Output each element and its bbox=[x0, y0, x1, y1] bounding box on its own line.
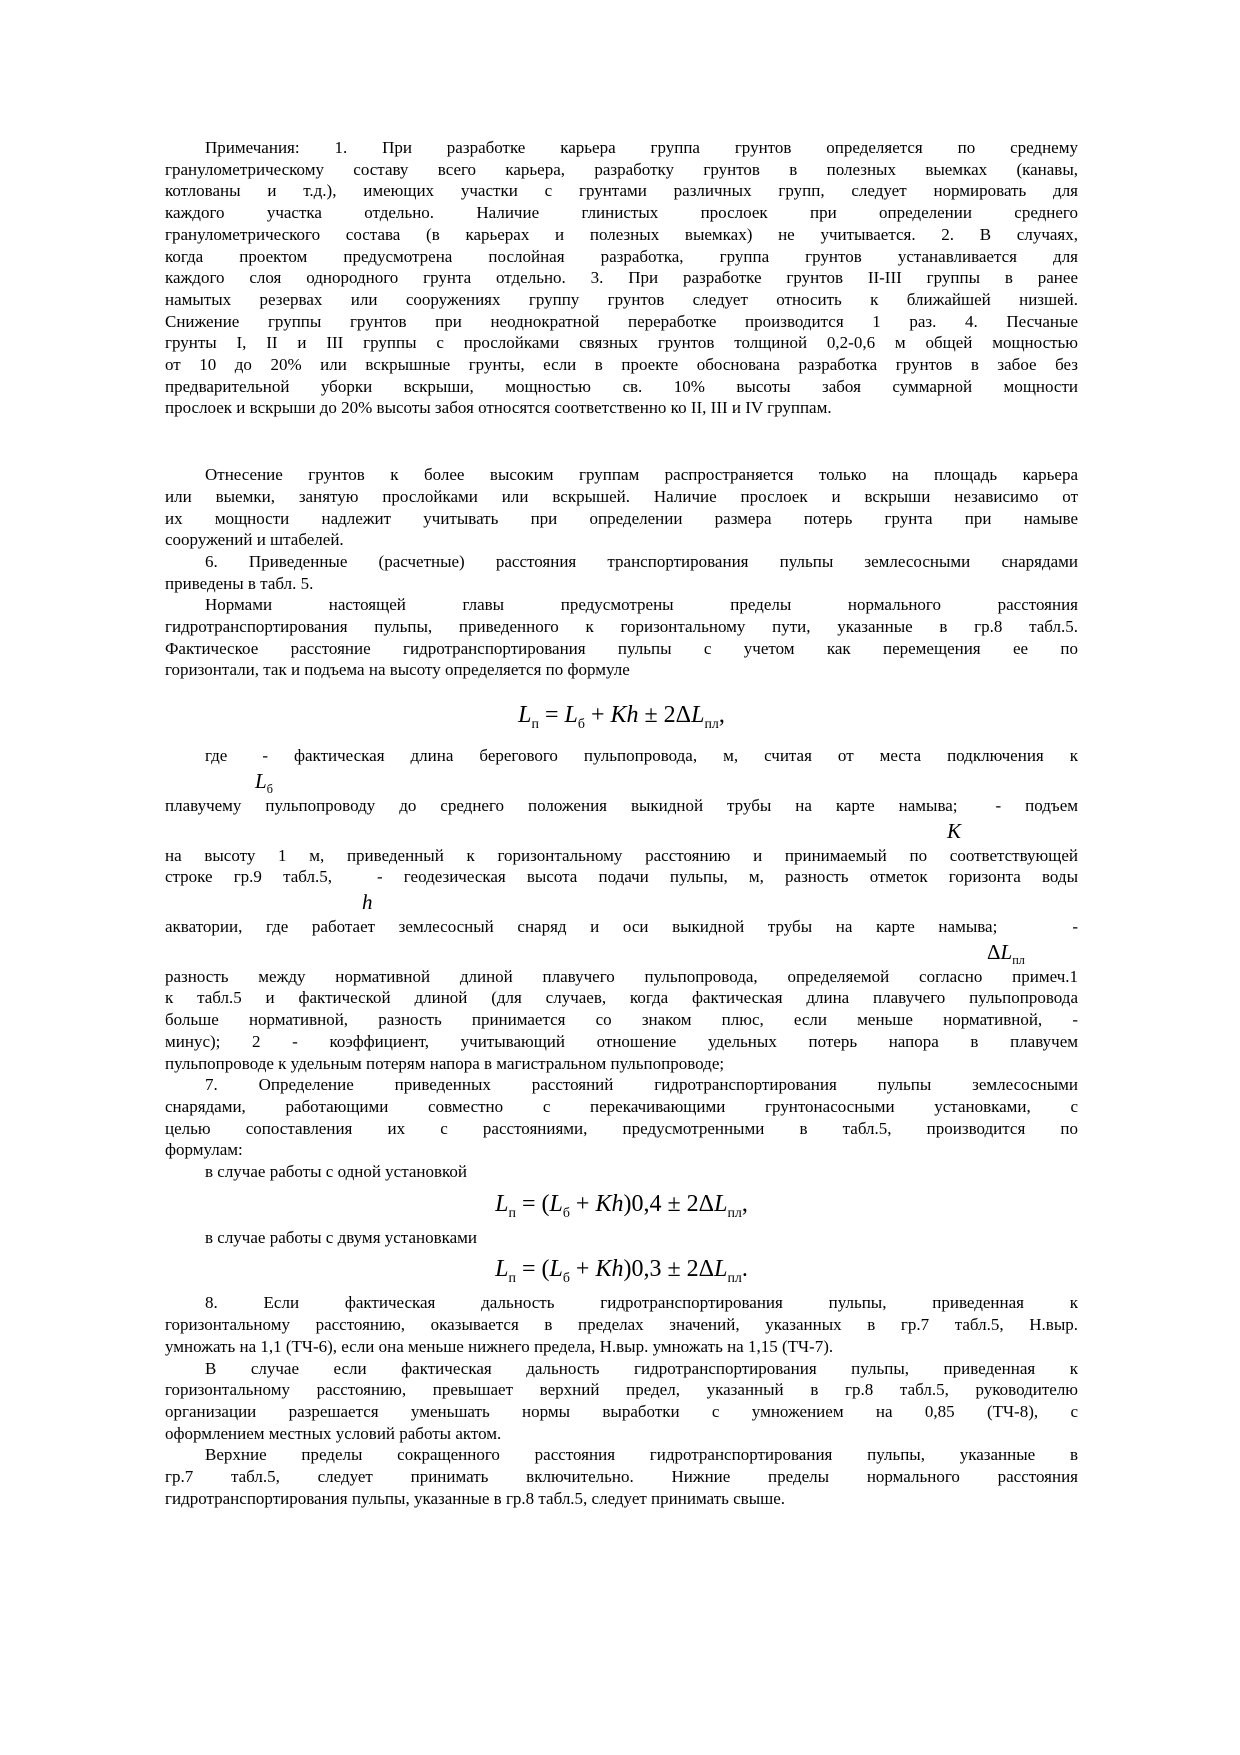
text-line bbox=[165, 795, 1078, 817]
item-6-paragraph bbox=[165, 551, 1078, 594]
text-line bbox=[165, 1074, 1078, 1096]
formula-text: + bbox=[584, 702, 611, 729]
text-segment: каждого участка отдельно. Наличие глинистых прослоек при определении среднего bbox=[165, 203, 1078, 223]
text-segment: горизонтали, так и подъема на высоту определяется по формуле bbox=[165, 660, 630, 680]
text-segment: организации разрешается уменьшать нормы выработки с умножением на 0,85 (ТЧ-8), с bbox=[165, 1401, 1078, 1421]
formula-variable: Kh bbox=[595, 1256, 624, 1283]
symbol-h bbox=[165, 888, 1078, 916]
formula-variable: L bbox=[255, 768, 267, 793]
formula-text: + bbox=[569, 1256, 596, 1283]
where-definition-K bbox=[165, 795, 1078, 817]
formula-variable: L bbox=[549, 1190, 563, 1217]
case-two-units-label bbox=[165, 1227, 1078, 1249]
text-segment: оформлением местных условий работы актом. bbox=[165, 1423, 502, 1443]
text-segment: гранулометрическому составу всего карьера, разработку грунтов в полезных выемках (канавы, bbox=[165, 159, 1078, 179]
formula-text: Δ bbox=[987, 939, 1001, 964]
text-line bbox=[165, 1314, 1078, 1336]
formula-subscript: б bbox=[562, 1205, 570, 1221]
formula-text: )0,3 ± 2Δ bbox=[623, 1256, 715, 1283]
text-line bbox=[165, 508, 1078, 530]
formula-gap bbox=[227, 760, 262, 761]
item-7-paragraph bbox=[165, 1074, 1078, 1161]
formula-variable: L bbox=[564, 702, 578, 729]
text-segment: умножать на 1,1 (ТЧ-6), если она меньше нижнего предела, Н.выр. умножать на 1,15 (ТЧ-7). bbox=[165, 1336, 834, 1356]
text-line bbox=[165, 573, 1078, 595]
symbol-L-b bbox=[165, 767, 1078, 795]
formula-subscript: пл bbox=[727, 1271, 742, 1287]
formula-subscript: пл bbox=[1012, 952, 1025, 967]
formula-variable: Kh bbox=[595, 1190, 624, 1217]
text-line bbox=[165, 1227, 1078, 1249]
text-segment: каждого слоя однородного грунта отдельно. 3. При разработке грунтов II-III группы в ранее bbox=[165, 268, 1078, 288]
text-line bbox=[165, 1401, 1078, 1423]
text-line bbox=[165, 1488, 1078, 1510]
text-line bbox=[165, 224, 1078, 246]
text-line bbox=[165, 1031, 1078, 1053]
text-segment: предварительной уборки вскрыши, мощностью св. 10% высоты забоя суммарной мощности bbox=[165, 376, 1078, 396]
text-segment: - подъем bbox=[995, 795, 1079, 815]
text-line bbox=[165, 745, 1078, 767]
symbol-K bbox=[165, 817, 1078, 845]
text-segment: к табл.5 и фактической длиной (для случаев, когда фактическая длина плавучего пульпопровода bbox=[165, 988, 1078, 1008]
text-line bbox=[165, 1444, 1078, 1466]
item-8-paragraph bbox=[165, 1292, 1078, 1357]
notes-paragraph bbox=[165, 137, 1078, 419]
text-segment: Верхние пределы сокращенного расстояния гидротранспортирования пульпы, указанные в bbox=[205, 1445, 1078, 1465]
text-line bbox=[165, 1379, 1078, 1401]
text-segment: Снижение группы грунтов при неоднократной переработке производится 1 раз. 4. Песчаные bbox=[165, 311, 1078, 331]
text-segment: котлованы и т.д.), имеющих участки с грунтами различных групп, следует нормировать для bbox=[165, 181, 1078, 201]
text-segment: намытых резервах или сооружениях группу грунтов следует относить к ближайшей низшей. bbox=[165, 289, 1078, 309]
text-segment: на высоту 1 м, приведенный к горизонтальному расстоянию и принимаемый по соответствующей bbox=[165, 845, 1078, 865]
text-segment: 7. Определение приведенных расстояний гидротранспортирования пульпы землесосными bbox=[205, 1075, 1078, 1095]
text-segment: где bbox=[205, 746, 228, 766]
text-segment: разность между нормативной длиной плавучего пульпопровода, определяемой согласно примеч.1 bbox=[165, 966, 1078, 986]
formula-text: = ( bbox=[515, 1256, 550, 1283]
text-segment: пульпопроводе к удельным потерям напора в магистральном пульпопроводе; bbox=[165, 1053, 725, 1073]
text-segment: Фактическое расстояние гидротранспортирования пульпы с учетом как перемещения ее по bbox=[165, 638, 1078, 658]
text-line bbox=[165, 1358, 1078, 1380]
text-line bbox=[165, 594, 1078, 616]
where-definition-Lb bbox=[165, 745, 1078, 767]
formula-subscript: б bbox=[266, 782, 273, 797]
formula-variable: L bbox=[1000, 939, 1013, 964]
text-segment: когда проектом предусмотрена послойная разработка, группа грунтов устанавливается для bbox=[165, 246, 1078, 266]
text-line bbox=[165, 1466, 1078, 1488]
formula-subscript: п bbox=[531, 716, 539, 732]
text-segment: их мощности надлежит учитывать при определении размера потерь грунта при намыве bbox=[165, 508, 1078, 528]
text-line bbox=[165, 866, 1078, 888]
where-definition-delta-L bbox=[165, 916, 1078, 938]
formula-subscript: п bbox=[508, 1271, 516, 1287]
text-line bbox=[165, 616, 1078, 638]
text-line bbox=[165, 354, 1078, 376]
formula-text: , bbox=[718, 702, 725, 729]
formula-variable: L bbox=[714, 1190, 728, 1217]
limits-paragraph bbox=[165, 1444, 1078, 1509]
case-one-unit-label bbox=[165, 1161, 1078, 1183]
text-segment: горизонтальному расстоянию, оказывается в пределах значений, указанных в гр.7 табл.5, Н.выр. bbox=[165, 1315, 1078, 1335]
text-line bbox=[165, 966, 1078, 988]
symbol-delta-L-pl bbox=[165, 938, 1078, 966]
norms-paragraph bbox=[165, 594, 1078, 681]
formula-subscript: п bbox=[508, 1205, 516, 1221]
text-line bbox=[165, 916, 1078, 938]
text-segment: Примечания: 1. При разработке карьера группа грунтов определяется по среднему bbox=[205, 138, 1078, 157]
formula-variable: h bbox=[362, 889, 373, 914]
text-line bbox=[165, 464, 1078, 486]
text-line bbox=[165, 1292, 1078, 1314]
text-line bbox=[165, 486, 1078, 508]
text-segment: снарядами, работающими совместно с перекачивающими грунтонасосными установками, с bbox=[165, 1096, 1078, 1116]
formula-text: )0,4 ± 2Δ bbox=[623, 1190, 715, 1217]
text-line bbox=[165, 845, 1078, 867]
formula-variable: Kh bbox=[610, 702, 639, 729]
formula-variable: L bbox=[518, 702, 532, 729]
text-line bbox=[165, 987, 1078, 1009]
text-line bbox=[165, 1053, 1078, 1075]
text-segment: целью сопоставления их с расстояниями, предусмотренными в табл.5, производится по bbox=[165, 1118, 1078, 1138]
text-segment: плавучему пульпопроводу до среднего положения выкидной трубы на карте намыва; bbox=[165, 795, 958, 815]
text-segment: в случае работы с двумя установками bbox=[205, 1227, 478, 1247]
formula-text: , bbox=[741, 1190, 748, 1217]
text-segment: грунты I, II и III группы с прослойками связных грунтов толщиной 0,2-0,6 м общей мощностью bbox=[165, 333, 1078, 353]
soil-groups-paragraph bbox=[165, 464, 1078, 551]
formula-two-units bbox=[165, 1253, 1078, 1285]
text-segment: минус); 2 - коэффициент, учитывающий отношение удельных потерь напора в плавучем bbox=[165, 1031, 1078, 1051]
text-line bbox=[165, 267, 1078, 289]
formula-main bbox=[165, 699, 1078, 731]
text-line bbox=[165, 289, 1078, 311]
text-line bbox=[165, 376, 1078, 398]
text-segment: - геодезическая высота подачи пульпы, м, разность отметок горизонта воды bbox=[376, 867, 1078, 887]
text-line bbox=[165, 551, 1078, 573]
exceed-limit-paragraph bbox=[165, 1358, 1078, 1445]
formula-text: ± 2Δ bbox=[638, 702, 692, 729]
formula-subscript: пл bbox=[704, 716, 719, 732]
text-segment: 8. Если фактическая дальность гидротранспортирования пульпы, приведенная к bbox=[205, 1293, 1078, 1313]
formula-gap bbox=[997, 931, 1072, 932]
text-segment: прослоек и вскрыши до 20% высоты забоя относятся соответственно ко II, III и IV группам. bbox=[165, 398, 832, 418]
text-segment: формулам: bbox=[165, 1140, 243, 1160]
text-line bbox=[165, 1161, 1078, 1183]
text-segment: горизонтальному расстоянию, превышает верхний предел, указанный в гр.8 табл.5, руководителю bbox=[165, 1380, 1078, 1400]
blank-line bbox=[165, 419, 1078, 464]
formula-text: = ( bbox=[515, 1190, 550, 1217]
formula-variable: K bbox=[947, 818, 962, 843]
text-segment: или выемки, занятую прослойками или вскрышей. Наличие прослоек и вскрыши независимо от bbox=[165, 486, 1078, 506]
text-line bbox=[165, 202, 1078, 224]
formula-one-unit bbox=[165, 1188, 1078, 1220]
text-segment: больше нормативной, разность принимается со знаком плюс, если меньше нормативной, - bbox=[165, 1010, 1078, 1030]
text-line bbox=[165, 397, 1078, 419]
text-segment: Отнесение грунтов к более высоким группам распространяется только на площадь карьера bbox=[205, 465, 1078, 485]
formula-gap bbox=[958, 810, 996, 811]
formula-subscript: б bbox=[577, 716, 585, 732]
text-line bbox=[165, 1096, 1078, 1118]
text-segment: акватории, где работает землесосный снаряд и оси выкидной трубы на карте намыва; bbox=[165, 916, 998, 936]
text-segment: - фактическая длина берегового пульпопровода, м, считая от места подключения к bbox=[262, 746, 1078, 766]
text-segment: сооружений и штабелей. bbox=[165, 530, 344, 550]
text-line bbox=[165, 1139, 1078, 1161]
text-segment: гр.7 табл.5, следует принимать включительно. Нижние пределы нормального расстояния bbox=[165, 1467, 1078, 1487]
text-segment: от 10 до 20% или вскрышные грунты, если в проекте обоснована разработка грунтов в забое без bbox=[165, 355, 1078, 375]
text-line bbox=[165, 159, 1078, 181]
text-segment: гидротранспортирования пульпы, приведенного к горизонтальному пути, указанные в гр.8 табл.5. bbox=[165, 617, 1078, 637]
formula-variable: L bbox=[549, 1256, 563, 1283]
formula-variable: L bbox=[495, 1190, 509, 1217]
formula-subscript: пл bbox=[727, 1205, 742, 1221]
text-segment: в случае работы с одной установкой bbox=[205, 1162, 468, 1182]
text-segment: приведены в табл. 5. bbox=[165, 573, 314, 593]
text-segment: 6. Приведенные (расчетные) расстояния транспортирования пульпы землесосными снарядами bbox=[205, 551, 1078, 571]
text-line bbox=[165, 311, 1078, 333]
difference-paragraph bbox=[165, 966, 1078, 1075]
text-line bbox=[165, 246, 1078, 268]
text-segment: Нормами настоящей главы предусмотрены пределы нормального расстояния bbox=[205, 595, 1078, 615]
formula-text: + bbox=[569, 1190, 596, 1217]
text-line bbox=[165, 180, 1078, 202]
formula-variable: L bbox=[714, 1256, 728, 1283]
text-segment: гранулометрического состава (в карьерах и полезных выемках) не учитывается. 2. В случаях, bbox=[165, 224, 1078, 244]
formula-subscript: б bbox=[562, 1271, 570, 1287]
text-line bbox=[165, 1009, 1078, 1031]
text-line bbox=[165, 529, 1078, 551]
text-line bbox=[165, 659, 1078, 681]
text-line bbox=[165, 1423, 1078, 1445]
formula-text: . bbox=[741, 1256, 748, 1283]
formula-variable: L bbox=[495, 1256, 509, 1283]
text-segment: гидротранспортирования пульпы, указанные в гр.8 табл.5, следует принимать свыше. bbox=[165, 1488, 786, 1508]
text-line bbox=[165, 332, 1078, 354]
text-line bbox=[165, 1336, 1078, 1358]
formula-variable: L bbox=[691, 702, 705, 729]
where-definition-h bbox=[165, 845, 1078, 888]
text-line bbox=[165, 1118, 1078, 1140]
text-line bbox=[165, 137, 1078, 159]
formula-text: = bbox=[538, 702, 565, 729]
text-line bbox=[165, 638, 1078, 660]
text-segment: - bbox=[1072, 916, 1078, 936]
text-segment: строке гр.9 табл.5, bbox=[165, 867, 332, 887]
formula-gap bbox=[332, 881, 377, 882]
text-segment: В случае если фактическая дальность гидротранспортирования пульпы, приведенная к bbox=[205, 1358, 1078, 1378]
